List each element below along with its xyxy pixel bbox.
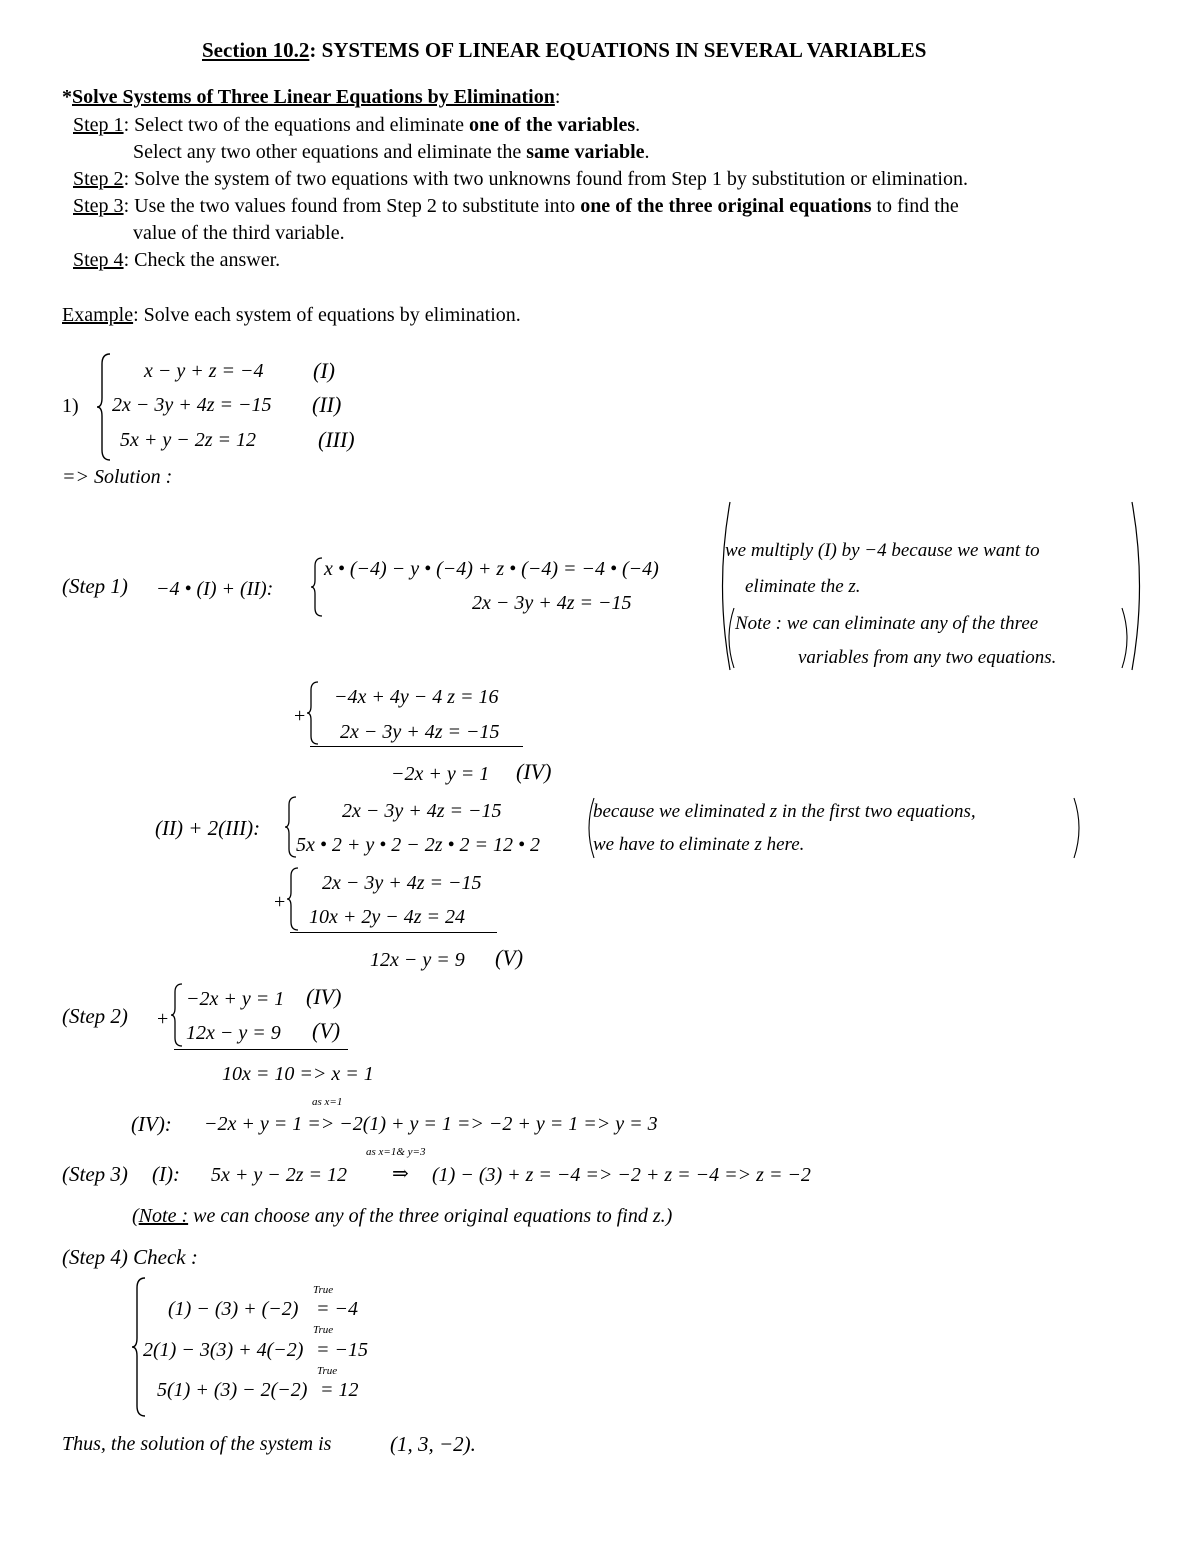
step1-label-math: (Step 1): [62, 574, 128, 598]
step2-instruction: Step 2: Solve the system of two equations with two unknowns found from Step 1 by substitution or elimination.: [73, 168, 968, 190]
note1-line2: eliminate the z.: [745, 576, 861, 597]
step2-label-math: (Step 2): [62, 1004, 128, 1028]
note2-line1: because we eliminated z in the first two equations,: [593, 801, 976, 822]
add2-sum-line: [290, 932, 497, 933]
system-eq3: 5x + y − 2z = 12: [120, 429, 257, 451]
step1-instruction: Step 1: Select two of the equations and eliminate one of the variables.: [73, 114, 641, 136]
note1-line1: we multiply (I) by −4 because we want to: [725, 540, 1040, 561]
add2-result-tag: (V): [495, 945, 524, 970]
problem-number: 1): [62, 395, 79, 417]
add1-eq2: 2x − 3y + 4z = −15: [340, 721, 500, 743]
system-eq1-tag: (I): [313, 358, 335, 383]
step1-sys2-eq1: 2x − 3y + 4z = −15: [342, 800, 502, 822]
solution-label: => Solution :: [62, 466, 173, 488]
add2-eq2: 10x + 2y − 4z = 24: [309, 906, 466, 928]
add2-plus: +: [274, 891, 286, 913]
add1-sum-line: [310, 746, 523, 747]
step2-sub-line: −2x + y = 1 => −2(1) + y = 1 => −2 + y = 1 => y = 3: [204, 1113, 658, 1135]
step1-instruction-line2: Select any two other equations and eliminate the same variable.: [133, 141, 650, 163]
step4-label: Step 4: [73, 249, 124, 271]
check2-right: = −15: [316, 1339, 368, 1361]
system-eq2: 2x − 3y + 4z = −15: [112, 394, 272, 416]
note1-line3: Note : we can eliminate any of the three: [735, 613, 1039, 634]
step3-line-right: (1) − (3) + z = −4 => −2 + z = −4 => z = −2: [432, 1164, 811, 1186]
method-heading-text: Solve Systems of Three Linear Equations by Elimination: [72, 86, 555, 108]
step2-sum-line: [174, 1049, 348, 1050]
add1-eq1: −4x + 4y − 4 z = 16: [334, 686, 499, 708]
note2-paren-right: [1072, 796, 1086, 860]
step1-operation: −4 • (I) + (II):: [156, 578, 274, 600]
step3-instruction: Step 3: Use the two values found from Step 2 to substitute into one of the three original equations to find the: [73, 195, 959, 217]
system-eq2-tag: (II): [312, 392, 342, 417]
step3-label-math: (Step 3): [62, 1162, 128, 1186]
step2-eq2-tag: (V): [312, 1018, 341, 1043]
step2-eq2: 12x − y = 9: [186, 1022, 281, 1044]
method-heading: *Solve Systems of Three Linear Equations by Elimination:: [62, 86, 561, 108]
section-label: Section 10.2: [202, 38, 310, 62]
example-line: Example: Solve each system of equations by elimination.: [62, 304, 521, 326]
step3-note: (Note : we can choose any of the three original equations to find z.): [132, 1205, 673, 1227]
step1-sys2-eq2: 5x • 2 + y • 2 − 2z • 2 = 12 • 2: [296, 834, 541, 856]
add1-result: −2x + y = 1: [391, 763, 490, 785]
check1-left: (1) − (3) + (−2): [168, 1298, 299, 1320]
step4-label-math: (Step 4) Check :: [62, 1245, 198, 1269]
step1-operation2: (II) + 2(III):: [155, 816, 261, 840]
step2-eq1-tag: (IV): [306, 984, 342, 1009]
step1-sys-eq2: 2x − 3y + 4z = −15: [472, 592, 632, 614]
add1-result-tag: (IV): [516, 759, 552, 784]
note2-line2: we have to eliminate z here.: [593, 834, 805, 855]
step3-instruction-line2: value of the third variable.: [133, 222, 345, 244]
check3-true-label: True: [317, 1365, 338, 1377]
note1-line4: variables from any two equations.: [798, 647, 1057, 668]
add1-plus: +: [294, 705, 306, 727]
conclusion-text: Thus, the solution of the system is: [62, 1433, 332, 1455]
step2-eq1: −2x + y = 1: [186, 988, 285, 1010]
step4-instruction: Step 4: Check the answer.: [73, 249, 281, 271]
system-eq1: x − y + z = −4: [144, 360, 264, 382]
step2-label: Step 2: [73, 168, 124, 190]
page-title: [202, 36, 926, 64]
step2-result: 10x = 10 => x = 1: [222, 1063, 374, 1085]
step1-label: Step 1: [73, 114, 124, 136]
system-eq3-tag: (III): [318, 427, 355, 452]
add2-result: 12x − y = 9: [370, 949, 465, 971]
step1-sys-eq1: x • (−4) − y • (−4) + z • (−4) = −4 • (−4): [324, 558, 659, 580]
add1-brace: [306, 680, 322, 746]
example-label: Example: [62, 304, 134, 326]
check2-left: 2(1) − 3(3) + 4(−2): [143, 1339, 304, 1361]
answer: (1, 3, −2).: [390, 1432, 476, 1456]
note1-inner-paren-left: [722, 606, 736, 670]
step3-arrow: ⇒: [392, 1163, 409, 1185]
check2-true-label: True: [313, 1324, 334, 1336]
step3-sub-note: as x=1& y=3: [366, 1146, 426, 1158]
step3-note-label: Note :: [138, 1205, 189, 1227]
check3-right: = 12: [320, 1379, 359, 1401]
step2-plus: +: [157, 1008, 169, 1030]
step2-sub-tag: (IV):: [131, 1112, 172, 1136]
add2-eq1: 2x − 3y + 4z = −15: [322, 872, 482, 894]
check1-true-label: True: [313, 1284, 334, 1296]
step2-sub-note: as x=1: [312, 1096, 343, 1108]
step3-label: Step 3: [73, 195, 124, 217]
check3-left: 5(1) + (3) − 2(−2): [157, 1379, 308, 1401]
step3-line-left: 5x + y − 2z = 12: [211, 1164, 348, 1186]
section-title: : SYSTEMS OF LINEAR EQUATIONS IN SEVERAL VARIABLES: [309, 38, 927, 62]
note1-paren-right: [1130, 500, 1150, 672]
add2-brace: [286, 866, 302, 932]
check1-right: = −4: [316, 1298, 358, 1320]
step3-tag: (I):: [152, 1162, 180, 1186]
step2-brace: [170, 982, 186, 1048]
